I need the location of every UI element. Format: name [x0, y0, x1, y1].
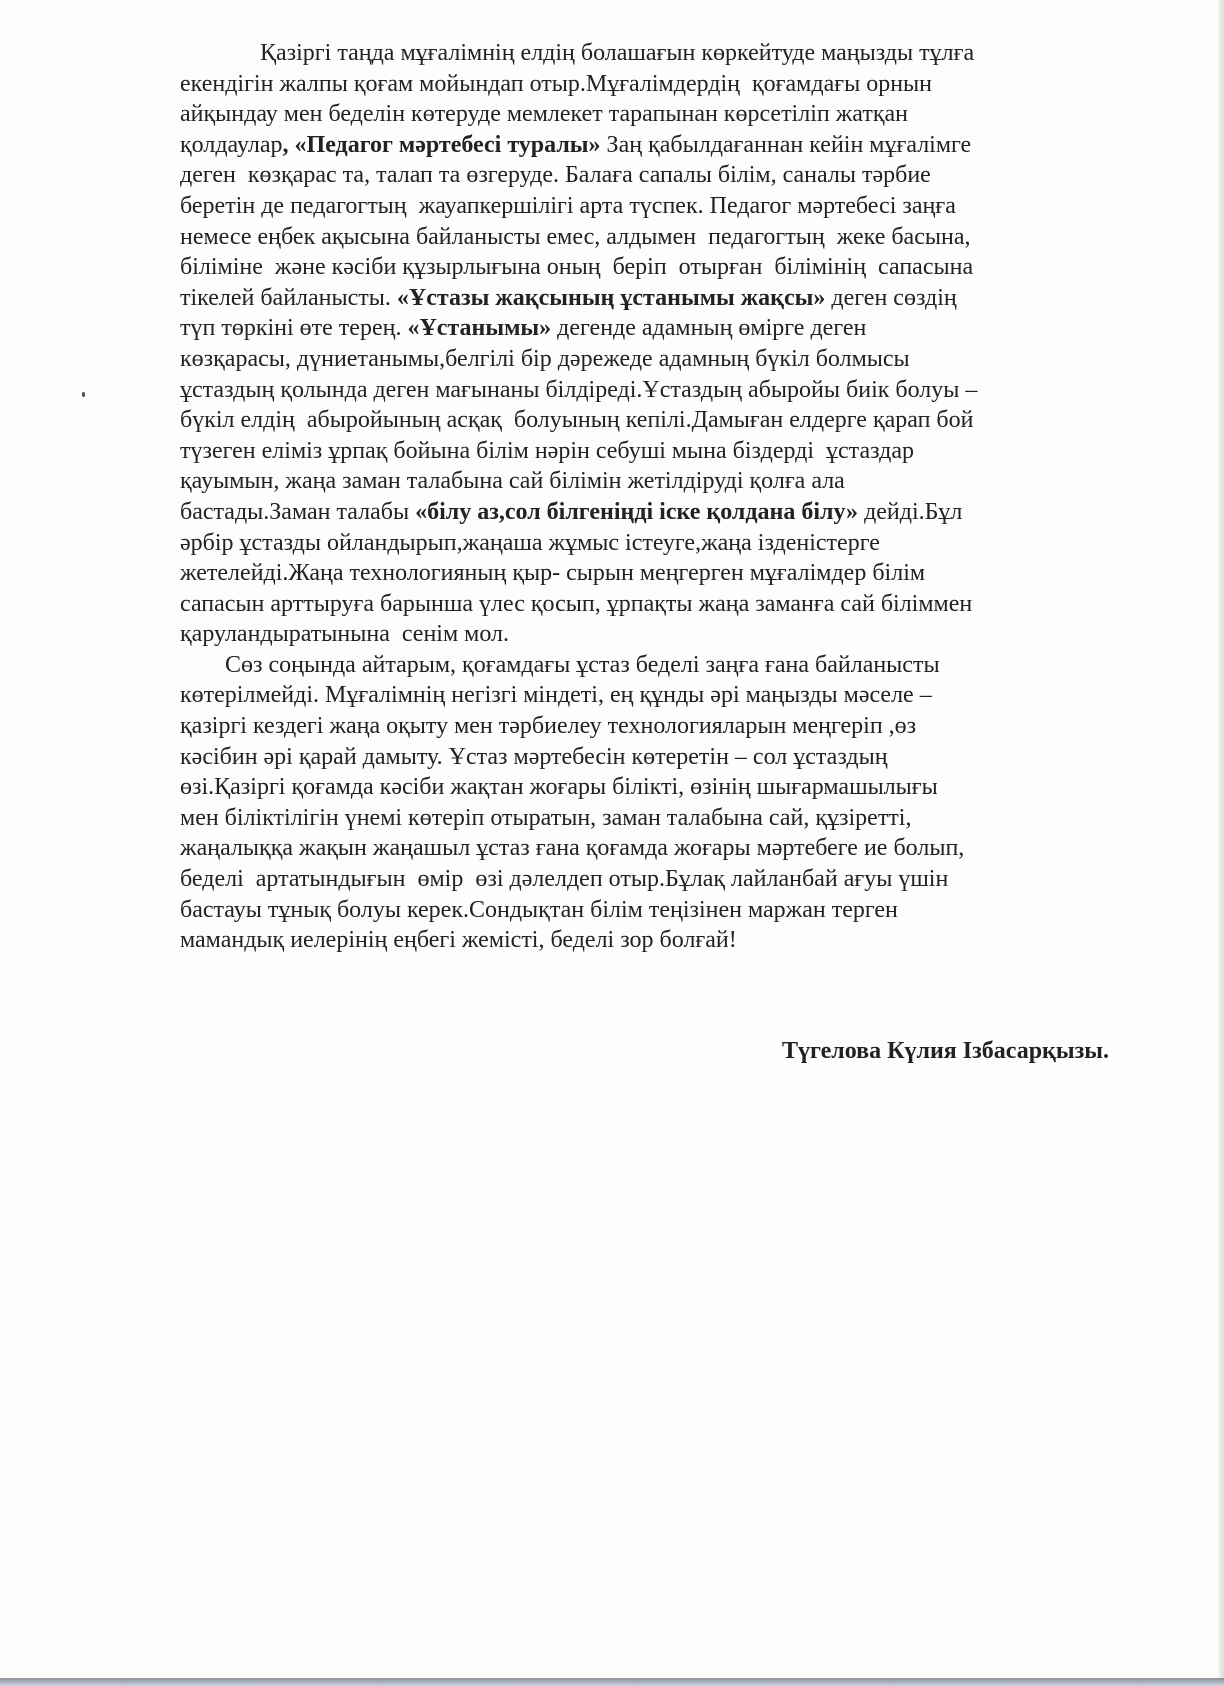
text-run: түп төркіні өте терең.	[180, 315, 408, 342]
text-run: немесе еңбек ақысына байланысты емес, алдымен педагогтың жеке басына,	[180, 223, 971, 250]
text-run: деген көзқарас та, талап та өзгеруде. Балаға сапалы білім, саналы тәрбие	[180, 162, 931, 189]
text-run: дегенде адамның өмірге деген	[551, 315, 867, 342]
bold-quote: «Ұстанымы»	[407, 315, 552, 342]
text-line	[180, 375, 1130, 406]
text-run: жаңалыққа жақын жаңашыл ұстаз ғана қоғамда жоғары мәртебеге ие болып,	[180, 835, 965, 862]
text-run: біліміне және кәсіби құзырлығына оның беріп отырған білімінің сапасына	[180, 254, 974, 281]
text-line	[180, 497, 1130, 528]
scan-right-edge	[1218, 0, 1224, 1686]
text-line	[180, 742, 1130, 773]
text-line	[180, 252, 1130, 283]
text-run: көзқарасы, дүниетанымы,белгілі бір дәрежеде адамның бүкіл болмысы	[180, 345, 910, 372]
bold-quote: «білу аз,сол білгеніңді іске қолдана білу»	[415, 498, 859, 525]
author-signature: Түгелова Күлия Ізбасарқызы.	[782, 1038, 1109, 1064]
paragraph-2	[180, 650, 1130, 956]
text-run: өзі.Қазіргі қоғамда кәсіби жақтан жоғары білікті, өзінің шығармашылығы	[180, 774, 938, 801]
text-run: қолдаулар	[180, 131, 283, 158]
text-run: екендігін жалпы қоғам мойындап отыр.Мұғалімдердің қоғамдағы орнын	[180, 70, 933, 97]
document-body	[180, 38, 1130, 956]
text-run: Қазіргі таңда мұғалімнің елдің болашағын көркейтуде маңызды тұлға	[260, 40, 975, 66]
text-line	[180, 69, 1130, 100]
text-run: түзеген еліміз ұрпақ бойына білім нәрін себуші мына біздерді ұстаздар	[180, 437, 915, 464]
text-line	[180, 558, 1130, 589]
text-line	[180, 680, 1130, 711]
text-run: бастауы тұнық болуы керек.Сондықтан білім теңізінен маржан терген	[180, 896, 898, 923]
text-run: айқындау мен беделін көтеруде мемлекет тарапынан көрсетіліп жатқан	[180, 101, 908, 128]
bold-quote: «Ұстазы жақсының ұстанымы жақсы»	[396, 284, 826, 311]
text-run: беретін де педагогтың жауапкершілігі арта түспек. Педагог мәртебесі заңға	[180, 192, 956, 219]
text-line	[180, 130, 1130, 161]
text-run: мен біліктілігін үнемі көтеріп отыратын, заман талабына сай, құзіретті,	[180, 804, 912, 831]
text-line	[180, 589, 1130, 620]
text-line	[180, 283, 1130, 314]
text-line	[180, 925, 1130, 956]
text-line	[180, 619, 1130, 650]
text-line	[180, 38, 1130, 69]
text-run: ұстаздың қолында деген мағынаны білдіреді.Ұстаздың абыройы биік болуы –	[180, 376, 978, 403]
text-line	[180, 772, 1130, 803]
text-run: бүкіл елдің абыройының асқақ болуының кепілі.Дамыған елдерге қарап бой	[180, 407, 974, 434]
text-line	[180, 528, 1130, 559]
text-line	[180, 833, 1130, 864]
text-line	[180, 436, 1130, 467]
text-line	[180, 895, 1130, 926]
text-run: тікелей байланысты.	[180, 284, 397, 311]
text-line	[180, 711, 1130, 742]
text-line	[180, 803, 1130, 834]
text-run: Сөз соңында айтарым, қоғамдағы ұстаз беделі заңға ғана байланысты	[225, 651, 940, 678]
text-line	[180, 160, 1130, 191]
text-run: бастады.Заман талабы	[180, 498, 416, 525]
text-line	[180, 466, 1130, 497]
text-run: қаруландыратынына сенім мол.	[180, 621, 510, 648]
text-run: деген сөздің	[825, 284, 957, 311]
text-line	[180, 864, 1130, 895]
text-line	[180, 99, 1130, 130]
text-line	[180, 222, 1130, 253]
text-line	[180, 313, 1130, 344]
scan-bottom-edge	[0, 1678, 1224, 1686]
text-line	[180, 650, 1130, 681]
text-run: жетелейді.Жаңа технологияның қыр- сырын меңгерген мұғалімдер білім	[180, 560, 926, 587]
text-run: қауымын, жаңа заман талабына сай білімін жетілдіруді қолға ала	[180, 468, 845, 495]
text-run: кәсібин әрі қарай дамыту. Ұстаз мәртебесін көтеретін – сол ұстаздың	[180, 743, 888, 770]
paragraph-1	[180, 38, 1130, 650]
text-line	[180, 344, 1130, 375]
text-run: сапасын арттыруға барынша үлес қосып, ұрпақты жаңа заманға сай біліммен	[180, 590, 973, 617]
text-run: қазіргі кездегі жаңа оқыту мен тәрбиелеу технологияларын меңгеріп ,өз	[180, 713, 917, 740]
text-line	[180, 405, 1130, 436]
bold-quote: , «Педагог мәртебесі туралы»	[282, 131, 601, 158]
text-run: беделі артатындығын өмір өзі дәлелдеп отыр.Бұлақ лайланбай ағуы үшін	[180, 866, 949, 893]
text-run: көтерілмейді. Мұғалімнің негізгі міндеті, ең құнды әрі маңызды мәселе –	[180, 682, 932, 709]
text-run: Заң қабылдағаннан кейін мұғалімге	[600, 131, 972, 158]
scan-speck	[82, 392, 85, 397]
text-line	[180, 191, 1130, 222]
text-run: дейді.Бұл	[858, 498, 963, 525]
text-run: әрбір ұстазды ойландырып,жаңаша жұмыс істеуге,жаңа ізденістерге	[180, 529, 880, 556]
text-run: мамандық иелерінің еңбегі жемісті, беделі зор болғай!	[180, 927, 737, 954]
